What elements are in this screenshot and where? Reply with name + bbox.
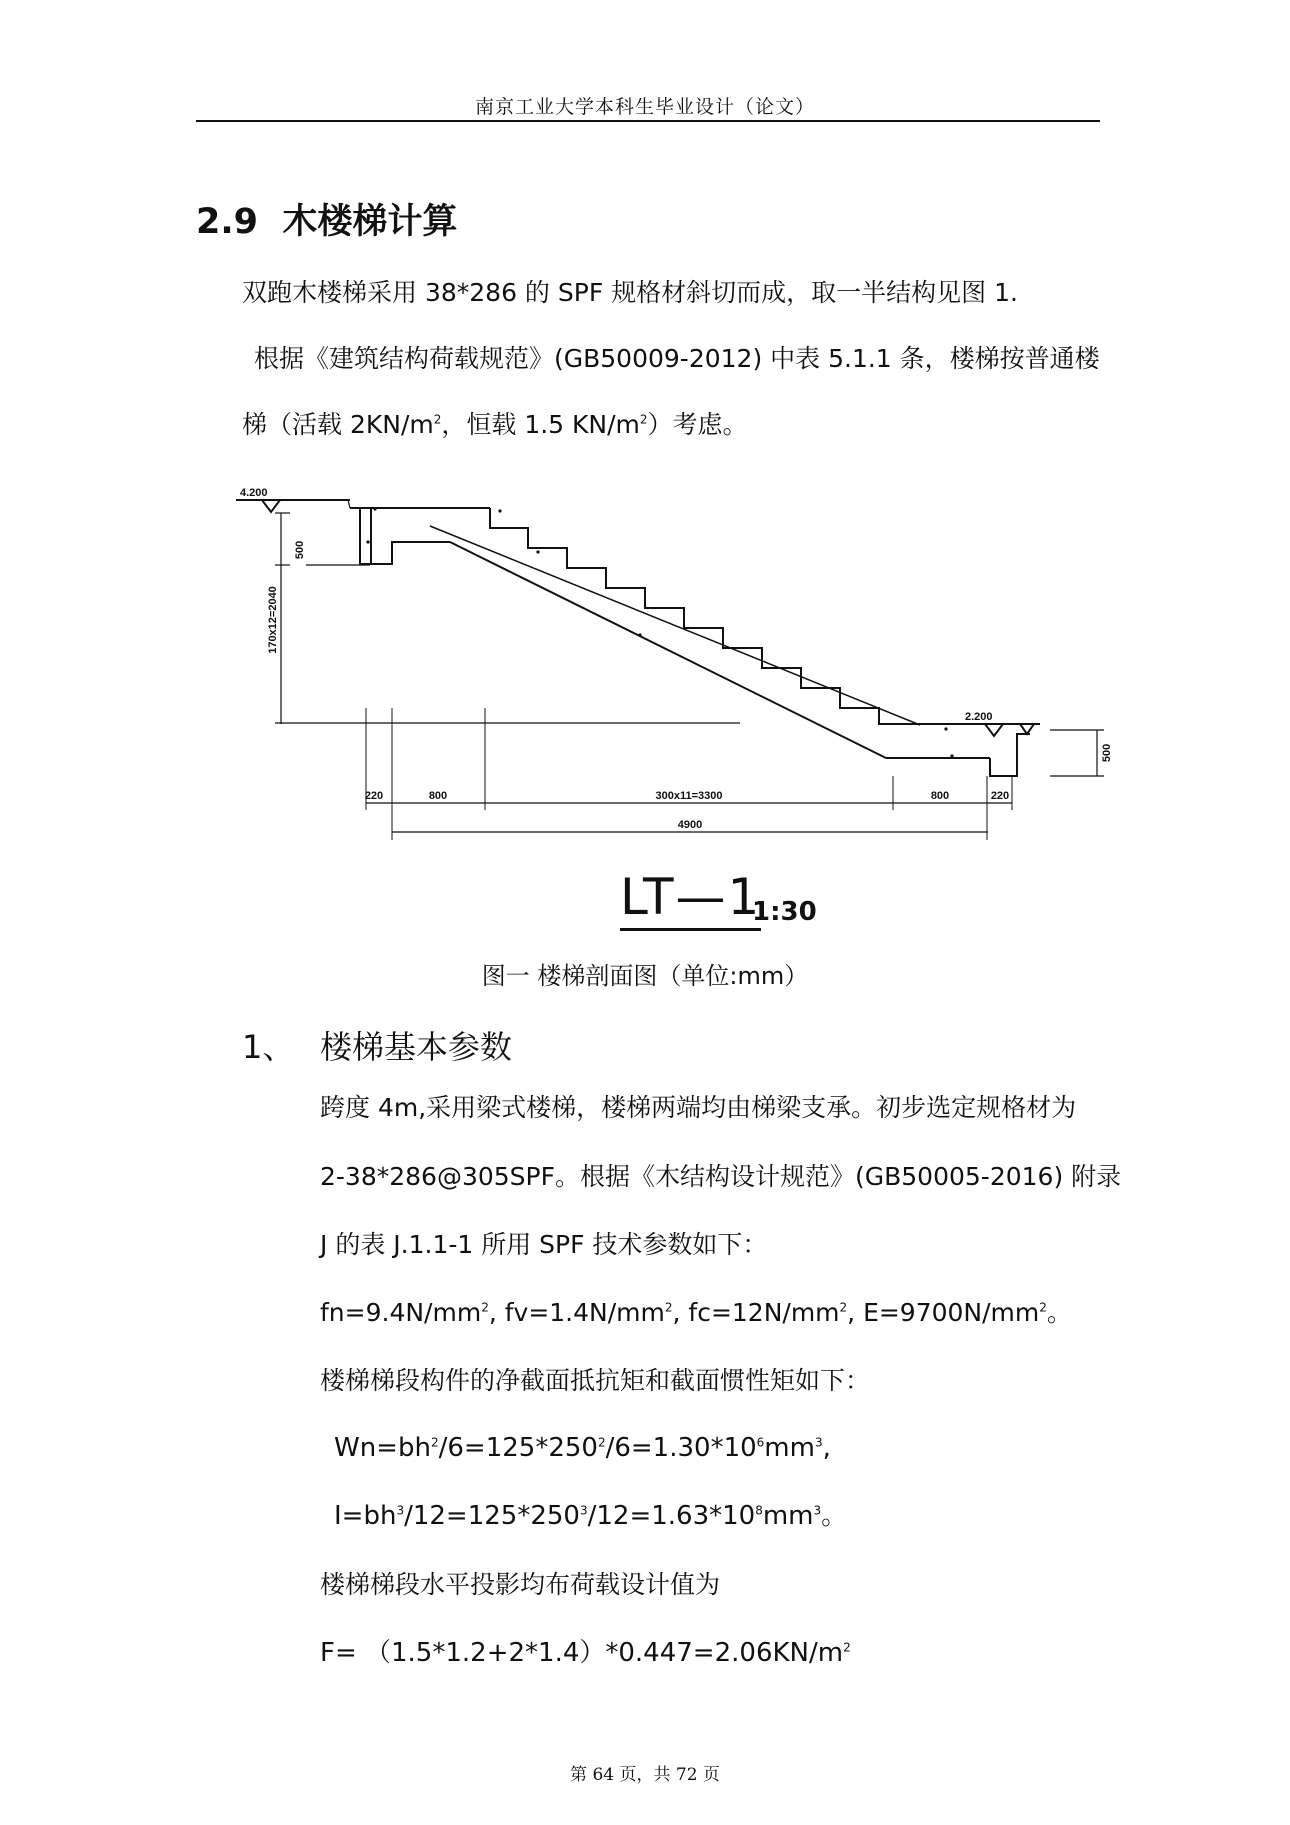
page-footer: 第 64 页，共 72 页 [570, 1765, 720, 1785]
f-formula [320, 1640, 851, 1666]
dim-steps: 300x11=3300 [655, 790, 723, 802]
stair-steps [490, 508, 905, 724]
sup: 2 [481, 1300, 489, 1315]
section-title: 木楼梯计算 [282, 202, 458, 242]
sup: 8 [755, 1503, 763, 1518]
dot [638, 633, 641, 636]
i-formula [334, 1503, 847, 1529]
dot [536, 550, 539, 553]
params-line-1: 跨度 4m,采用梁式楼梯，楼梯两端均由梯梁支承。初步选定规格材为 [320, 1093, 1077, 1122]
sup: 3 [396, 1503, 405, 1518]
dot [373, 507, 376, 510]
dim-800-right: 800 [930, 790, 950, 802]
left-landing-bottom [371, 542, 450, 564]
stringer-inner [430, 526, 920, 725]
intro-line-2: 根据《建筑结构荷载规范》(GB50009-2012) 中表 5.1.1 条，楼梯按普通楼 [254, 344, 1100, 373]
right-beam [990, 734, 1030, 776]
wn-formula [334, 1435, 831, 1461]
end-mark: 。 [1046, 1298, 1072, 1327]
i-d: mm [762, 1501, 814, 1531]
section-number: 2.9 [196, 202, 259, 242]
sup: 3 [579, 1503, 588, 1518]
figure-caption: 图一 楼梯剖面图（单位:mm） [481, 962, 809, 990]
i-c: /12=1.63*10 [587, 1501, 756, 1531]
i-a: I=bh [334, 1501, 397, 1531]
wn-a: Wn=bh [334, 1433, 431, 1463]
params-line-3: J 的表 J.1.1-1 所用 SPF 技术参数如下： [320, 1230, 768, 1259]
i-b: /12=125*250 [404, 1501, 580, 1531]
elev-top-label: 4.200 [240, 487, 268, 499]
sup: 2 [839, 1300, 848, 1315]
intro-line-3 [242, 412, 748, 437]
i-e: 。 [821, 1501, 848, 1531]
fv-value: , fv=1.4N/mm [488, 1298, 665, 1327]
header-rule [196, 120, 1100, 122]
dim-total: 4900 [677, 819, 703, 831]
stringer-bottom [450, 542, 886, 758]
tick [348, 500, 350, 508]
f-a: F= （1.5*1.2+2*1.4）*0.447=2.06KN/m [320, 1638, 844, 1668]
params-line-8: 楼梯梯段水平投影均布荷载设计值为 [320, 1570, 721, 1599]
sup: 3 [813, 1503, 822, 1518]
intro-line-3-c: ）考虑。 [647, 410, 748, 439]
dim-220-left: 220 [364, 790, 384, 802]
params-line-2: 2-38*286@305SPF。根据《木结构设计规范》(GB50005-2016) 附录 [320, 1162, 1122, 1191]
sup: 2 [843, 1640, 851, 1655]
sup: 6 [756, 1435, 765, 1450]
sup: 3 [814, 1435, 823, 1450]
intro-line-1: 双跑木楼梯采用 38*286 的 SPF 规格材斜切而成，取一半结构见图 1. [242, 278, 1018, 307]
material-values [320, 1300, 1072, 1325]
sup: 2 [433, 412, 442, 427]
elev-marker-top [262, 500, 280, 512]
fn-value: fn=9.4N/mm [320, 1298, 482, 1327]
sup: 2 [639, 412, 648, 427]
subsection-number: 1、 [242, 1028, 295, 1066]
dim-220-right: 220 [990, 790, 1010, 802]
intro-line-3-a: 梯（活载 2KN/m [242, 410, 434, 439]
e-value: , E=9700N/mm [847, 1298, 1040, 1327]
intro-line-3-b: ，恒载 1.5 KN/m [441, 410, 640, 439]
dim-500-left: 500 [294, 540, 306, 560]
left-beam-outer [360, 508, 371, 564]
dim-height: 170x12=2040 [267, 586, 279, 654]
sup: 2 [1039, 1300, 1047, 1315]
dim-800-left: 800 [428, 790, 448, 802]
dim-500-right: 500 [1101, 743, 1113, 763]
elev-bottom-label: 2.200 [965, 711, 993, 723]
dot [366, 540, 369, 543]
elev-marker-bottom [985, 724, 1003, 736]
dot [950, 754, 953, 757]
sup: 2 [664, 1300, 673, 1315]
sup: 2 [430, 1435, 439, 1450]
sup: 2 [597, 1435, 606, 1450]
figure-scale: 1:30 [752, 897, 817, 927]
dot [498, 509, 501, 512]
wn-d: mm [764, 1433, 815, 1463]
params-line-5: 楼梯梯段构件的净截面抵抗矩和截面惯性矩如下： [320, 1366, 871, 1395]
running-header: 南京工业大学本科生毕业设计（论文） [474, 96, 815, 118]
figure-label: LT—1 [620, 872, 761, 931]
subsection-title: 楼梯基本参数 [320, 1028, 513, 1066]
stair-section-drawing [0, 470, 1290, 860]
elev-marker-small [1020, 724, 1034, 734]
wn-b: /6=125*250 [438, 1433, 598, 1463]
section-heading [196, 194, 457, 244]
wn-c: /6=1.30*10 [605, 1433, 757, 1463]
wn-e: , [822, 1433, 831, 1463]
dot [944, 727, 947, 730]
fc-value: , fc=12N/mm [672, 1298, 840, 1327]
